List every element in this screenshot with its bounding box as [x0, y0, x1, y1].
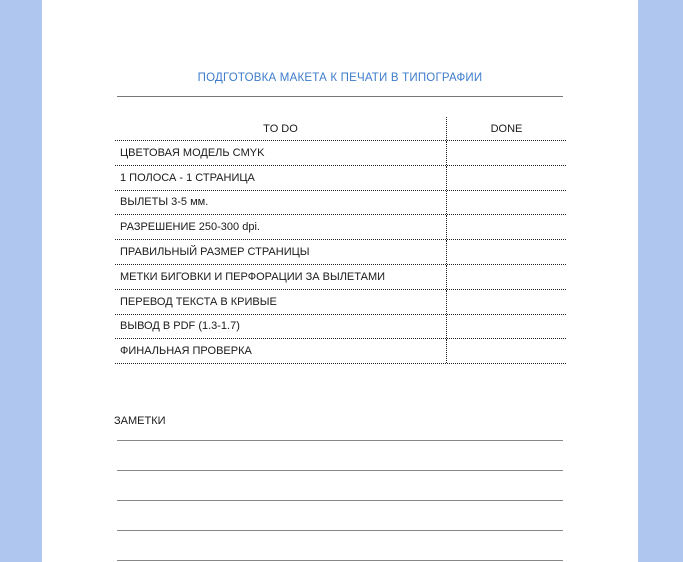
- checklist-item-label: МЕТКИ БИГОВКИ И ПЕРФОРАЦИИ ЗА ВЫЛЕТАМИ: [115, 265, 447, 289]
- done-column-header: DONE: [490, 122, 523, 135]
- note-line[interactable]: [117, 470, 563, 471]
- checklist-row: [115, 339, 566, 364]
- checklist-item-label: ВЫВОД В PDF (1.3-1.7): [115, 315, 447, 339]
- note-line[interactable]: [117, 530, 563, 531]
- checklist-row: [115, 315, 566, 340]
- checklist-item-label: ЦВЕТОВАЯ МОДЕЛЬ CMYK: [115, 141, 447, 165]
- checklist-row: [115, 290, 566, 315]
- note-line[interactable]: [117, 500, 563, 501]
- checklist-row: [115, 215, 566, 240]
- checklist-row: [115, 265, 566, 290]
- done-cell[interactable]: [447, 290, 566, 314]
- checklist-row: [115, 191, 566, 216]
- checklist-item-label: 1 ПОЛОСА - 1 СТРАНИЦА: [115, 166, 447, 190]
- done-cell[interactable]: [447, 339, 566, 363]
- checklist-item-label: РАЗРЕШЕНИЕ 250-300 dpi.: [115, 215, 447, 239]
- checklist-item-label: ВЫЛЕТЫ 3-5 мм.: [115, 191, 447, 215]
- note-line[interactable]: [117, 440, 563, 441]
- checklist-row: [115, 166, 566, 191]
- done-cell[interactable]: [447, 141, 566, 165]
- done-cell[interactable]: [447, 166, 566, 190]
- checklist-header-row: [115, 117, 566, 141]
- checklist-row: [115, 240, 566, 265]
- done-cell[interactable]: [447, 191, 566, 215]
- todo-column-header: TO DO: [115, 117, 447, 140]
- checklist-row: [115, 141, 566, 166]
- checklist-item-label: ПЕРЕВОД ТЕКСТА В КРИВЫЕ: [115, 290, 447, 314]
- checklist-item-label: ПРАВИЛЬНЫЙ РАЗМЕР СТРАНИЦЫ: [115, 240, 447, 264]
- note-line[interactable]: [117, 560, 563, 561]
- done-cell[interactable]: [447, 265, 566, 289]
- notes-label: ЗАМЕТКИ: [114, 415, 166, 427]
- page-title: ПОДГОТОВКА МАКЕТА К ПЕЧАТИ В ТИПОГРАФИИ: [197, 72, 483, 84]
- title-divider: [117, 96, 563, 97]
- checklist-item-label: ФИНАЛЬНАЯ ПРОВЕРКА: [115, 339, 447, 363]
- checklist-table: [115, 117, 566, 364]
- document-page: [42, 0, 638, 562]
- done-cell[interactable]: [447, 240, 566, 264]
- done-cell[interactable]: [447, 315, 566, 339]
- done-cell[interactable]: [447, 215, 566, 239]
